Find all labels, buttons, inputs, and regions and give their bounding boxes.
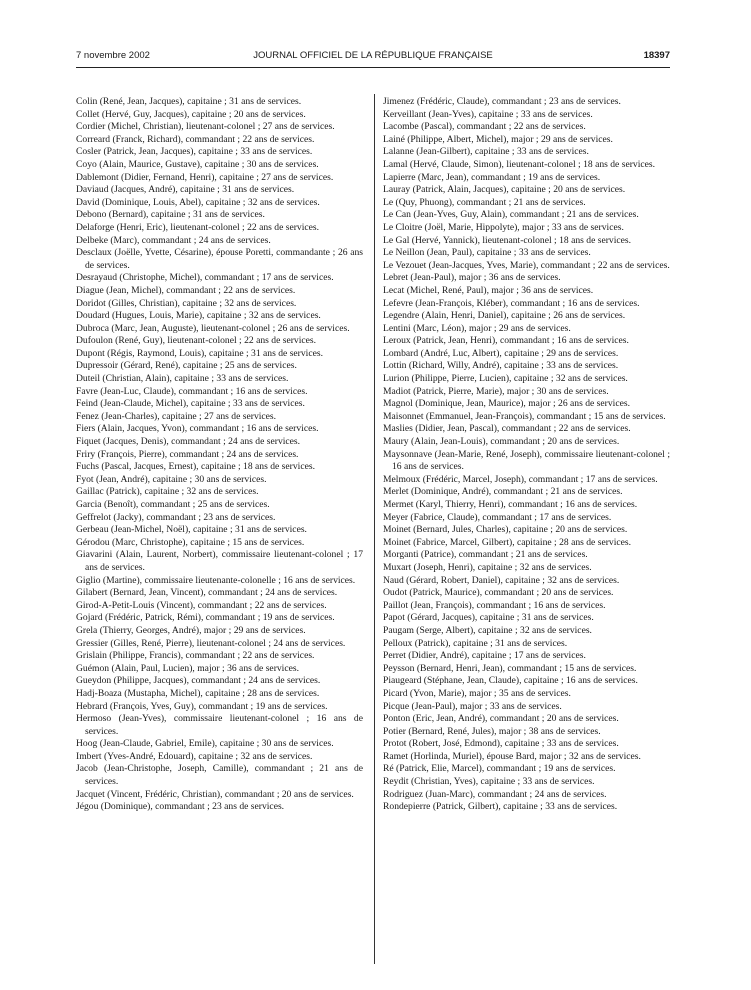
list-item: Legendre (Alain, Henri, Daniel), capitaine ; 26 ans de services. <box>383 310 626 322</box>
list-item: Daviaud (Jacques, André), capitaine ; 31 ans de services. <box>76 184 295 196</box>
list-item: Melmoux (Frédéric, Marcel, Joseph), commandant ; 17 ans de services. <box>383 473 658 485</box>
list-item: Oudot (Patrick, Maurice), commandant ; 20 ans de services. <box>383 587 614 599</box>
list-item: Maisonnet (Emmanuel, Jean-François), commandant ; 15 ans de services. <box>383 410 666 422</box>
list-item: Kerveillant (Jean-Yves), capitaine ; 33 ans de services. <box>383 108 593 120</box>
list-item: Le (Quy, Phuong), commandant ; 21 ans de services. <box>383 196 586 208</box>
list-item: Maury (Alain, Jean-Louis), commandant ; 20 ans de services. <box>383 436 620 448</box>
list-item: David (Dominique, Louis, Abel), capitaine ; 32 ans de services. <box>76 196 320 208</box>
list-item: Friry (François, Pierre), commandant ; 24 ans de services. <box>76 448 299 460</box>
list-item: Desrayaud (Christophe, Michel), commandant ; 17 ans de services. <box>76 272 334 284</box>
list-item: Lapierre (Marc, Jean), commandant ; 19 ans de services. <box>383 171 601 183</box>
list-item: Fiquet (Jacques, Denis), commandant ; 24 ans de services. <box>76 436 301 448</box>
list-item: Madiot (Patrick, Pierre, Marie), major ; 30 ans de services. <box>383 385 609 397</box>
list-item: Lombard (André, Luc, Albert), capitaine ; 29 ans de services. <box>383 347 619 359</box>
list-item: Doridot (Gilles, Christian), capitaine ; 32 ans de services. <box>76 297 297 309</box>
list-item: Fuchs (Pascal, Jacques, Ernest), capitaine ; 18 ans de services. <box>76 461 315 473</box>
list-item: Girod-A-Petit-Louis (Vincent), commandant ; 22 ans de services. <box>76 599 327 611</box>
list-item: Guémon (Alain, Paul, Lucien), major ; 36 ans de services. <box>76 662 299 674</box>
list-item: Cosler (Patrick, Jean, Jacques), capitaine ; 33 ans de services. <box>76 146 313 158</box>
list-item: Protot (Robert, José, Edmond), capitaine ; 33 ans de services. <box>383 738 619 750</box>
list-item: Mermet (Karyl, Thierry, Henri), commandant ; 16 ans de services. <box>383 499 638 510</box>
list-item: Lebret (Jean-Paul), major ; 36 ans de services. <box>383 272 561 284</box>
page-number: 18397 <box>643 50 670 61</box>
list-item: Moinet (Fabrice, Marcel, Gilbert), capitaine ; 28 ans de services. <box>383 536 632 548</box>
list-item: Duteil (Christian, Alain), capitaine ; 33 ans de services. <box>76 373 289 385</box>
list-item: Le Vezouet (Jean-Jacques, Yves, Marie), commandant ; 22 ans de services. <box>383 259 670 271</box>
list-item: Lurion (Philippe, Pierre, Lucien), capitaine ; 32 ans de services. <box>383 373 628 385</box>
list-item: Grislain (Philippe, Francis), commandant ; 22 ans de services. <box>76 650 315 662</box>
list-item: Collet (Hervé, Guy, Jacques), capitaine ; 20 ans de services. <box>76 108 306 120</box>
list-item: Gilabert (Bernard, Jean, Vincent), commandant ; 24 ans de services. <box>76 587 338 599</box>
list-item: Feind (Jean-Claude, Michel), capitaine ; 33 ans de services. <box>76 398 305 410</box>
list-item: Hermoso (Jean-Yves), commissaire lieutenant-colonel ; 16 ans de services. <box>76 713 363 737</box>
list-item: Lamal (Hervé, Claude, Simon), lieutenant-colonel ; 18 ans de services. <box>383 158 656 170</box>
list-item: Dufoulon (René, Guy), lieutenant-colonel ; 22 ans de services. <box>76 335 317 347</box>
list-item: Giglio (Martine), commissaire lieutenante-colonelle ; 16 ans de services. <box>76 574 356 586</box>
list-item: Paugam (Serge, Albert), capitaine ; 32 ans de services. <box>383 624 592 636</box>
list-item: Magnol (Dominique, Jean, Maurice), major ; 26 ans de services. <box>383 398 630 410</box>
list-item: Dupressoir (Gérard, René), capitaine ; 25 ans de services. <box>76 360 297 372</box>
list-item: Favre (Jean-Luc, Claude), commandant ; 16 ans de services. <box>76 385 308 397</box>
list-item: Cordier (Michel, Christian), lieutenant-colonel ; 27 ans de services. <box>76 121 335 133</box>
list-item: Ponton (Eric, Jean, André), commandant ; 20 ans de services. <box>383 713 619 725</box>
list-item: Jimenez (Frédéric, Claude), commandant ; 23 ans de services. <box>383 96 621 107</box>
list-item: Lauray (Patrick, Alain, Jacques), capitaine ; 20 ans de services. <box>383 184 626 196</box>
list-item: Ramet (Horlinda, Muriel), épouse Bard, major ; 32 ans de services. <box>383 750 641 762</box>
list-item: Le Neillon (Jean, Paul), capitaine ; 33 ans de services. <box>383 247 591 259</box>
list-item: Delaforge (Henri, Eric), lieutenant-colonel ; 22 ans de services. <box>76 221 320 233</box>
list-item: Lecat (Michel, René, Paul), major ; 36 ans de services. <box>383 284 594 296</box>
list-item: Picque (Jean-Paul), major ; 33 ans de services. <box>383 700 562 712</box>
list-item: Coyo (Alain, Maurice, Gustave), capitaine ; 30 ans de services. <box>76 158 319 170</box>
list-item: Gueydon (Philippe, Jacques), commandant ; 24 ans de services. <box>76 675 321 687</box>
list-item: Gaillac (Patrick), capitaine ; 32 ans de services. <box>76 486 259 498</box>
list-item: Reydit (Christian, Yves), capitaine ; 33 ans de services. <box>383 776 595 788</box>
header-rule <box>76 67 670 68</box>
list-item: Paillot (Jean, François), commandant ; 16 ans de services. <box>383 599 606 611</box>
list-item: Doudard (Hugues, Louis, Marie), capitaine ; 32 ans de services. <box>76 310 321 322</box>
list-item: Potier (Bernard, René, Jules), major ; 38 ans de services. <box>383 725 601 737</box>
list-item: Debono (Bernard), capitaine ; 31 ans de services. <box>76 209 265 221</box>
list-item: Rondepierre (Patrick, Gilbert), capitaine ; 33 ans de services. <box>383 801 618 813</box>
page-header <box>76 50 670 64</box>
list-item: Geffrelot (Jacky), commandant ; 23 ans de services. <box>76 511 276 523</box>
list-item: Diague (Jean, Michel), commandant ; 22 ans de services. <box>76 284 296 296</box>
list-item: Lacombe (Pascal), commandant ; 22 ans de services. <box>383 121 586 133</box>
list-item: Le Can (Jean-Yves, Guy, Alain), commandant ; 21 ans de services. <box>383 209 639 221</box>
list-item: Leroux (Patrick, Jean, Henri), commandant ; 16 ans de services. <box>383 335 629 347</box>
list-item: Lefevre (Jean-François, Kléber), commandant ; 16 ans de services. <box>383 297 640 309</box>
header-title: JOURNAL OFFICIEL DE LA RÉPUBLIQUE FRANÇAISE <box>253 50 493 61</box>
list-item: Pelloux (Patrick), capitaine ; 31 ans de services. <box>383 637 568 649</box>
list-item: Perret (Didier, André), capitaine ; 17 ans de services. <box>383 650 586 662</box>
list-item: Giavarini (Alain, Laurent, Norbert), commissaire lieutenant-colonel ; 17 ans de services. <box>76 549 363 573</box>
list-item: Dubroca (Marc, Jean, Auguste), lieutenant-colonel ; 26 ans de services. <box>76 322 350 334</box>
list-item: Jacob (Jean-Christophe, Joseph, Camille), commandant ; 21 ans de services. <box>76 763 363 788</box>
list-item: Peysson (Bernard, Henri, Jean), commandant ; 15 ans de services. <box>383 662 637 674</box>
list-item: Garcia (Benoît), commandant ; 25 ans de services. <box>76 499 270 510</box>
list-item: Picard (Yvon, Marie), major ; 35 ans de services. <box>383 687 571 699</box>
list-item: Papot (Gérard, Jacques), capitaine ; 31 ans de services. <box>383 612 594 624</box>
list-item: Gojard (Frédéric, Patrick, Rémi), commandant ; 19 ans de services. <box>76 612 335 624</box>
list-item: Naud (Gérard, Robert, Daniel), capitaine ; 32 ans de services. <box>383 574 620 586</box>
list-item: Le Gal (Hervé, Yannick), lieutenant-colonel ; 18 ans de services. <box>383 234 632 246</box>
list-item: Grela (Thierry, Georges, André), major ; 29 ans de services. <box>76 624 306 636</box>
list-item: Colin (René, Jean, Jacques), capitaine ; 31 ans de services. <box>76 96 302 107</box>
list-item: Piaugeard (Stéphane, Jean, Claude), capitaine ; 16 ans de services. <box>383 675 638 687</box>
list-item: Rodriguez (Juan-Marc), commandant ; 24 ans de services. <box>383 788 607 800</box>
list-item: Jacquet (Vincent, Frédéric, Christian), commandant ; 20 ans de services. <box>76 788 354 800</box>
list-item: Desclaux (Joëlle, Yvette, Césarine), épouse Poretti, commandante ; 26 ans de services. <box>76 247 363 271</box>
list-item: Meyer (Fabrice, Claude), commandant ; 17 ans de services. <box>383 511 612 523</box>
column-divider <box>374 94 375 964</box>
list-item: Maysonnave (Jean-Marie, René, Joseph), commissaire lieutenant-colonel ; 16 ans de services. <box>383 448 670 473</box>
list-item: Fenez (Jean-Charles), capitaine ; 27 ans de services. <box>76 410 277 422</box>
list-item: Jégou (Dominique), commandant ; 23 ans de services. <box>76 801 285 813</box>
list-item: Muxart (Joseph, Henri), capitaine ; 32 ans de services. <box>383 561 592 573</box>
list-item: Lainé (Philippe, Albert, Michel), major ; 29 ans de services. <box>383 133 613 145</box>
list-item: Imbert (Yves-André, Edouard), capitaine ; 32 ans de services. <box>76 750 313 762</box>
list-item: Maslies (Didier, Jean, Pascal), commandant ; 22 ans de services. <box>383 423 631 435</box>
left-column <box>76 96 363 814</box>
right-column <box>383 96 670 814</box>
list-item: Fyot (Jean, André), capitaine ; 30 ans de services. <box>76 473 267 485</box>
list-item: Lalanne (Jean-Gilbert), capitaine ; 33 ans de services. <box>383 146 589 158</box>
list-item: Lentini (Marc, Léon), major ; 29 ans de services. <box>383 322 571 334</box>
list-item: Fiers (Alain, Jacques, Yvon), commandant ; 16 ans de services. <box>76 423 319 435</box>
list-item: Morganti (Patrice), commandant ; 21 ans de services. <box>383 549 588 561</box>
list-item: Dupont (Régis, Raymond, Louis), capitaine ; 31 ans de services. <box>76 347 323 359</box>
list-item: Ré (Patrick, Elie, Marcel), commandant ; 19 ans de services. <box>383 763 616 775</box>
list-item: Dablemont (Didier, Fernand, Henri), capitaine ; 27 ans de services. <box>76 171 334 183</box>
list-item: Gérodou (Marc, Christophe), capitaine ; 15 ans de services. <box>76 536 305 548</box>
list-item: Moinet (Bernard, Jules, Charles), capitaine ; 20 ans de services. <box>383 524 628 536</box>
list-item: Gressier (Gilles, René, Pierre), lieutenant-colonel ; 24 ans de services. <box>76 637 346 649</box>
list-item: Hebrard (François, Yves, Guy), commandant ; 19 ans de services. <box>76 700 328 712</box>
list-item: Delbeke (Marc), commandant ; 24 ans de services. <box>76 234 271 246</box>
list-item: Lottin (Richard, Willy, André), capitaine ; 33 ans de services. <box>383 360 619 372</box>
header-date: 7 novembre 2002 <box>76 50 150 61</box>
list-item: Le Cloitre (Joël, Marie, Hippolyte), major ; 33 ans de services. <box>383 221 624 233</box>
list-item: Correard (Franck, Richard), commandant ; 22 ans de services. <box>76 133 315 145</box>
list-item: Merlet (Dominique, André), commandant ; 21 ans de services. <box>383 486 623 498</box>
list-item: Hoog (Jean-Claude, Gabriel, Emile), capitaine ; 30 ans de services. <box>76 738 334 750</box>
list-item: Gerbeau (Jean-Michel, Noël), capitaine ; 31 ans de services. <box>76 524 307 536</box>
list-item: Hadj-Boaza (Mustapha, Michel), capitaine ; 28 ans de services. <box>76 687 320 699</box>
